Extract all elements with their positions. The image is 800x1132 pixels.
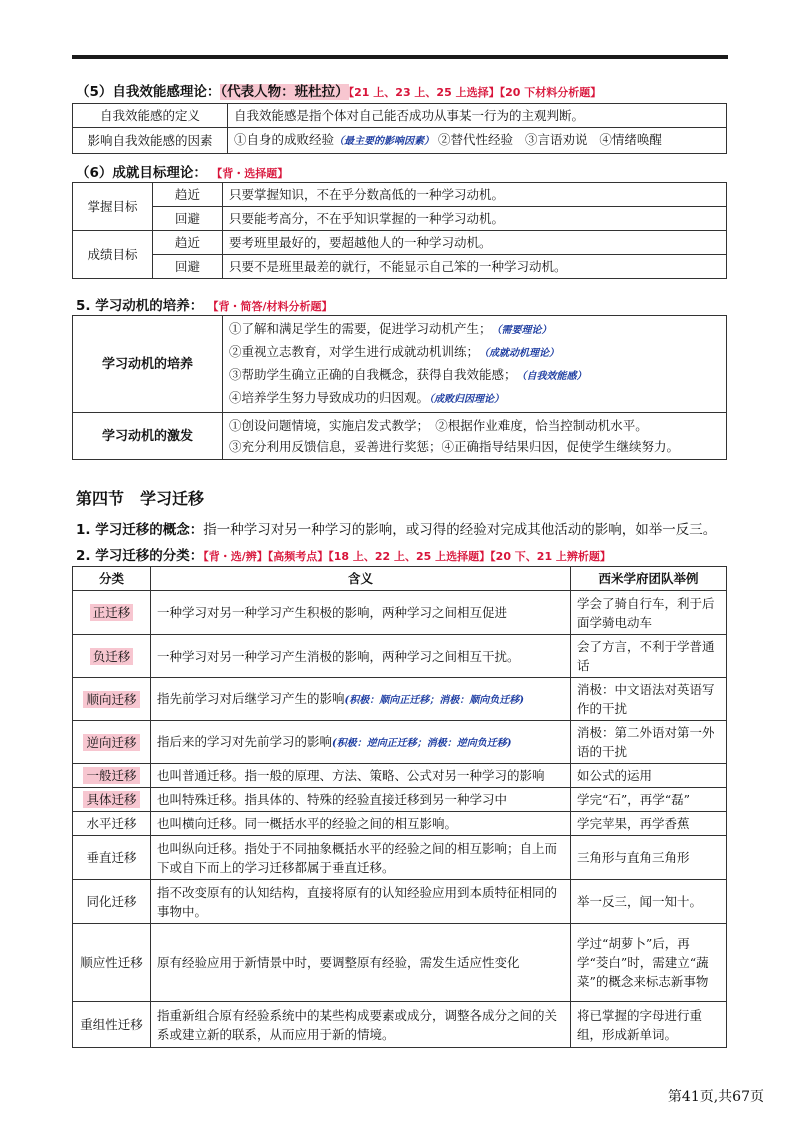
section6-heading (76, 161, 288, 181)
table-row (73, 635, 727, 678)
transfer-example: 学完“石”，再学“磊” (571, 788, 727, 812)
transfer-meaning: 也叫纵向迁移。指处于不同抽象概括水平的经验之间的相互影响；自上而下或自下而上的学习迁移都属于垂直迁移。 (151, 836, 571, 880)
annotation-note: （自我效能感） (516, 371, 587, 382)
transfer-type: 垂直迁移 (73, 836, 151, 880)
goal-desc: 只要不是班里最差的就行，不能显示自己笨的一种学习动机。 (223, 255, 727, 279)
motivation-table (72, 315, 727, 460)
section5-heading (76, 80, 601, 100)
transfer-type: 顺应性迁移 (73, 924, 151, 1002)
table-row (73, 413, 727, 460)
transfer-table (72, 566, 727, 1048)
column-header: 西米学府团队举例 (571, 567, 727, 591)
row-content (223, 316, 727, 413)
transfer-type: 水平迁移 (73, 812, 151, 836)
section6-title: （6）成就目标理论： (76, 165, 207, 181)
table-row (73, 104, 727, 128)
annotation-note: (积极：顺向正迁移；消极：顺向负迁移) (344, 694, 524, 706)
transfer-meaning: 指后来的学习对先前学习的影响(积极：逆向正迁移；消极：逆向负迁移) (151, 721, 571, 764)
transfer-meaning: 也叫横向迁移。同一概括水平的经验之间的相互影响。 (151, 812, 571, 836)
list-item: ①了解和满足学生的需要，促进学习动机产生；（需要理论） (229, 321, 552, 336)
table-row (73, 812, 727, 836)
transfer-type: 同化迁移 (73, 880, 151, 924)
transfer-type: 一般迁移 (73, 764, 151, 788)
transfer-meaning: 也叫特殊迁移。指具体的、特殊的经验直接迁移到另一种学习中 (151, 788, 571, 812)
list-item: ②重视立志教育，对学生进行成就动机训练；（成就动机理论） (229, 344, 560, 359)
row-content: ①自身的成败经验（最主要的影响因素） ②替代性经验 ③言语劝说 ④情绪唤醒 (228, 128, 727, 154)
goal-desc: 要考班里最好的，要超越他人的一种学习动机。 (223, 231, 727, 255)
table-row (73, 788, 727, 812)
table-row (73, 764, 727, 788)
section6-exam-tag: 【背・选择题】 (211, 167, 289, 180)
annotation-note: （需要理论） (491, 325, 552, 336)
table-row (73, 721, 727, 764)
goal-type: 趋近 (153, 231, 223, 255)
table-row (73, 231, 727, 255)
classification-exam-tags: 【背・选/辨】【高频考点】【18 上、22 上、25 上选择题】【20 下、21 上辨析题】 (203, 550, 611, 563)
achievement-goal-table (72, 182, 727, 279)
transfer-example: 举一反三，闻一知十。 (571, 880, 727, 924)
transfer-example: 学会了骑自行车，利于后面学骑电动车 (571, 591, 727, 635)
list-item: ③充分利用反馈信息，妥善进行奖惩；④正确指导结果归因，促使学生继续努力。 (229, 439, 680, 454)
goal-type: 回避 (153, 255, 223, 279)
column-header: 含义 (151, 567, 571, 591)
goal-group: 成绩目标 (73, 231, 153, 279)
column-header: 分类 (73, 567, 151, 591)
row-label: 学习动机的培养 (73, 316, 223, 413)
cultivate-title: 5. 学习动机的培养： (76, 298, 204, 314)
cultivate-heading (76, 294, 333, 314)
goal-desc: 只要能考高分，不在乎知识掌握的一种学习动机。 (223, 207, 727, 231)
table-row (73, 591, 727, 635)
section5-exam-tags: 【21 上、23 上、25 上选择】【20 下材料分析题】 (348, 86, 602, 99)
annotation-note: (积极：逆向正迁移；消极：逆向负迁移) (332, 737, 512, 749)
table-row (73, 924, 727, 1002)
section-title: 第四节 学习迁移 (76, 489, 205, 508)
table-row (73, 1002, 727, 1048)
row-label: 自我效能感的定义 (73, 104, 228, 128)
table-row (73, 880, 727, 924)
transfer-example: 如公式的运用 (571, 764, 727, 788)
table-row (73, 678, 727, 721)
transfer-example: 会了方言，不利于学普通话 (571, 635, 727, 678)
transfer-example: 消极：中文语法对英语写作的干扰 (571, 678, 727, 721)
transfer-concept: 1. 学习迁移的概念：指一种学习对另一种学习的影响，或习得的经验对完成其他活动的影响，如举一反三。 (76, 522, 717, 538)
row-content (223, 413, 727, 460)
transfer-type: 具体迁移 (73, 788, 151, 812)
self-efficacy-table (72, 103, 727, 154)
table-row (73, 255, 727, 279)
transfer-meaning: 指重新组合原有经验系统中的某些构成要素或成分，调整各成分之间的关系或建立新的联系，从而应用于新的情境。 (151, 1002, 571, 1048)
list-item: ①创设问题情境，实施启发式教学； ②根据作业难度，恰当控制动机水平。 (229, 418, 648, 433)
cultivate-exam-tag: 【背・简答/材料分析题】 (207, 300, 333, 313)
transfer-example: 将已掌握的字母进行重组，形成新单词。 (571, 1002, 727, 1048)
transfer-meaning: 指先前学习对后继学习产生的影响(积极：顺向正迁移；消极：顺向负迁移) (151, 678, 571, 721)
annotation-note: （成就动机理论） (479, 348, 560, 359)
table-header-row (73, 567, 727, 591)
goal-type: 趋近 (153, 183, 223, 207)
transfer-classification-heading: 2. 学习迁移的分类：【背・选/辨】【高频考点】【18 上、22 上、25 上选择题】【20 下、21 上辨析题】 (76, 548, 611, 564)
transfer-meaning: 原有经验应用于新情景中时，要调整原有经验，需发生适应性变化 (151, 924, 571, 1002)
transfer-meaning: 一种学习对另一种学习产生消极的影响，两种学习之间相互干扰。 (151, 635, 571, 678)
transfer-example: 学完苹果，再学香蕉 (571, 812, 727, 836)
goal-desc: 只要掌握知识，不在乎分数高低的一种学习动机。 (223, 183, 727, 207)
list-item: ③帮助学生确立正确的自我概念，获得自我效能感；（自我效能感） (229, 367, 587, 382)
transfer-type: 逆向迁移 (73, 721, 151, 764)
page-number: 第41页,共67页 (667, 1089, 764, 1105)
goal-type: 回避 (153, 207, 223, 231)
row-label: 影响自我效能感的因素 (73, 128, 228, 154)
list-item: ④培养学生努力导致成功的归因观。（成败归因理论） (229, 390, 505, 405)
transfer-type: 顺向迁移 (73, 678, 151, 721)
section5-representative: （代表人物：班杜拉） (220, 84, 349, 100)
table-row (73, 207, 727, 231)
transfer-example: 消极：第二外语对第一外语的干扰 (571, 721, 727, 764)
transfer-example: 学过“胡萝卜”后，再学“茭白”时，需建立“蔬菜”的概念来标志新事物 (571, 924, 727, 1002)
header-rule (72, 55, 728, 59)
transfer-example: 三角形与直角三角形 (571, 836, 727, 880)
table-row (73, 316, 727, 413)
goal-group: 掌握目标 (73, 183, 153, 231)
row-content: 自我效能感是指个体对自己能否成功从事某一行为的主观判断。 (228, 104, 727, 128)
transfer-meaning: 指不改变原有的认知结构，直接将原有的认知经验应用到本质特征相同的事物中。 (151, 880, 571, 924)
table-row (73, 128, 727, 154)
transfer-type: 正迁移 (73, 591, 151, 635)
transfer-meaning: 一种学习对另一种学习产生积极的影响，两种学习之间相互促进 (151, 591, 571, 635)
row-label: 学习动机的激发 (73, 413, 223, 460)
annotation-note: （成败归因理论） (429, 394, 505, 405)
table-row (73, 183, 727, 207)
transfer-meaning: 也叫普通迁移。指一般的原理、方法、策略、公式对另一种学习的影响 (151, 764, 571, 788)
transfer-type: 重组性迁移 (73, 1002, 151, 1048)
table-row (73, 836, 727, 880)
section5-title: （5）自我效能感理论： (76, 84, 221, 100)
transfer-type: 负迁移 (73, 635, 151, 678)
annotation-note: （最主要的影响因素） (334, 136, 435, 147)
